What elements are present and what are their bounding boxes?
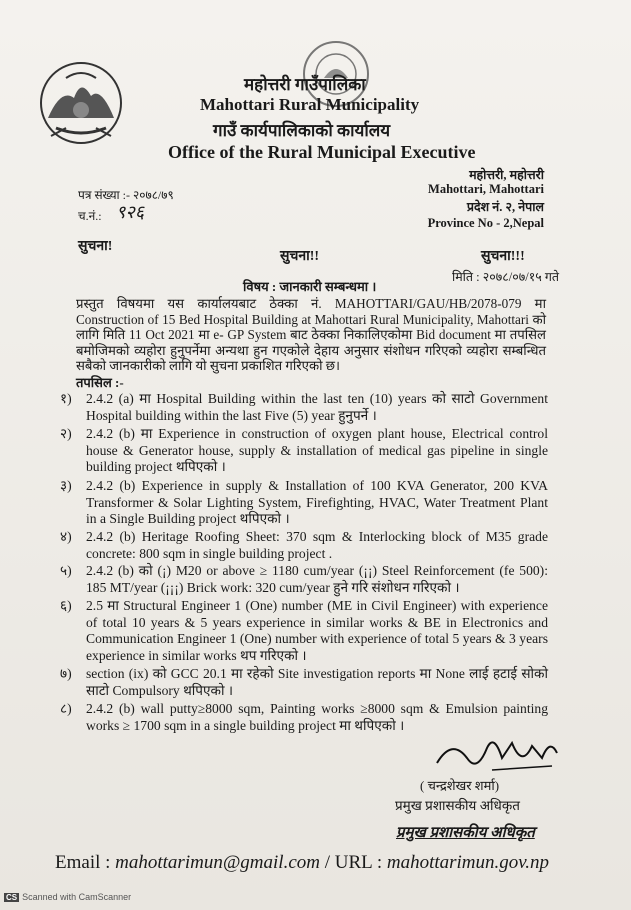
header-en-office: Office of the Rural Municipal Executive <box>168 142 476 162</box>
signatory-title: प्रमुख प्रशासकीय अधिकृत <box>395 798 520 813</box>
notice-date: मिति : २०७८/०७/१५ गते <box>451 270 559 284</box>
url-label: URL : <box>334 852 383 873</box>
list-item-number: ५) <box>60 563 72 578</box>
list-item-2 <box>60 426 548 476</box>
list-item-number: ३) <box>60 478 72 493</box>
list-item-text: 2.4.2 (b) wall putty≥8000 sqm, Painting works ≥8000 sqm & Emulsion painting works ≥ 1700 sqm in a single building project मा थपिएको । <box>86 701 548 733</box>
address-line-4: Province No - 2,Nepal <box>427 216 544 230</box>
camscanner-logo-icon: CS <box>6 893 18 902</box>
letter-number: पत्र संख्या :- २०७८/७९ <box>78 188 174 202</box>
header-en-title: Mahottari Rural Municipality <box>200 95 420 114</box>
url-link[interactable]: mahottarimun.gov.np <box>386 852 550 873</box>
address-line-2: Mahottari, Mahottari <box>428 182 544 196</box>
list-item-number: ८) <box>60 701 72 716</box>
list-item-7 <box>60 666 548 699</box>
list-item-text: 2.4.2 (b) Heritage Roofing Sheet: 370 sqm & Interlocking block of M35 grade concrete: 800 sqm in single building project . <box>86 529 548 561</box>
list-item-text: 2.4.2 (b) को (¡) M20 or above ≥ 1180 cum/year (¡¡) Steel Reinforcement (fe 500): 185 MT/year (¡¡¡) Brick work: 320 cum/year हुने गरि संशोधन गरिएको । <box>86 563 548 595</box>
address-line-1: महोत्तरी, महोत्तरी <box>469 168 544 182</box>
signatory-stamp: प्रमुख प्रशासकीय अधिकृत <box>396 825 535 841</box>
notice-middle: सुचना!! <box>280 249 320 264</box>
list-item-6 <box>60 598 548 664</box>
header-np-office: गाउँ कार्यपालिकाको कार्यालय <box>213 121 391 140</box>
list-item-5 <box>60 563 548 596</box>
header-np-title: महोत्तरी गाउँपालिका <box>244 75 366 94</box>
email-link[interactable]: mahottarimun@gmail.com <box>115 852 320 873</box>
list-item-4 <box>60 529 548 562</box>
list-item-1 <box>60 391 548 424</box>
list-item-number: ७) <box>60 666 72 681</box>
dispatch-label: च.नं.: <box>78 209 102 223</box>
email-label: Email : <box>55 852 111 873</box>
camscanner-watermark <box>4 892 131 902</box>
signatory-name: ( चन्द्रशेखर शर्मा) <box>420 778 500 793</box>
dispatch-number-handwritten: ९२६ <box>116 202 145 222</box>
address-line-3: प्रदेश नं. २, नेपाल <box>466 200 544 214</box>
list-item-text: 2.4.2 (b) Experience in supply & Installation of 100 KVA Generator, 200 KVA Transformer & Solar Lighting System, Firefighting, HVAC, Water Treatment Plant in a Single Building project थपिएको । <box>86 478 548 526</box>
list-item-text: section (ix) को GCC 20.1 मा रहेको Site investigation reports मा None लाई हटाई सोको साटो Compulsory थपिएको । <box>86 666 548 698</box>
intro-paragraph: प्रस्तुत विषयमा यस कार्यालयबाट ठेक्का नं. MAHOTTARI/GAU/HB/2078-079 मा Construction of 15 Bed Hospital Building at Mahottari Rural Municipality, Mahottari को लागि मिति 11 Oct 2021 मा e- GP System बाट ठेक्का निकालिएकोमा Bid document मा तपसिल बमोजिमको व्यहोरा हुनुपर्नेमा अन्यथा हुन गएकोले देहाय अनुसार संशोधन गरिएको व्यहोरा सम्बन्धित सबैको जानकारीको लागि यो सुचना प्रकाशित गरिएको छ। <box>76 296 546 373</box>
list-item-text: 2.5 मा Structural Engineer 1 (One) number (ME in Civil Engineer) with experience of total 10 years & 5 years experience in similar works & BE in Electronics and Communication Engineer 1 (One) number with experience of total 5 years & 3 years experience in similar works थप गरिएको । <box>86 598 548 663</box>
tapasil-heading: तपसिल :- <box>76 375 124 390</box>
handwritten-signature <box>432 728 562 778</box>
footer-separator: / <box>324 852 331 873</box>
list-item-number: ४) <box>60 529 72 544</box>
list-item-text: 2.4.2 (a) मा Hospital Building within the last ten (10) years को साटो Government Hospital building within the last Five (5) year हुनुपर्ने । <box>86 391 548 423</box>
list-item-number: २) <box>60 426 72 441</box>
list-item-3 <box>60 478 548 528</box>
subject-line: विषय : जानकारी सम्बन्धमा । <box>243 279 377 294</box>
camscanner-text: Scanned with CamScanner <box>22 892 132 902</box>
footer-contact <box>55 852 549 874</box>
list-item-text: 2.4.2 (b) मा Experience in construction of oxygen plant house, Electrical control house & Generator house, supply & installation of medical gas pipeline in single building project थपिएको । <box>86 426 548 474</box>
notice-right: सुचना!!! <box>481 249 525 264</box>
list-item-number: १) <box>60 391 72 406</box>
nepal-emblem-logo <box>36 58 126 148</box>
notice-left: सुचना! <box>78 239 113 254</box>
list-item-number: ६) <box>60 598 72 613</box>
